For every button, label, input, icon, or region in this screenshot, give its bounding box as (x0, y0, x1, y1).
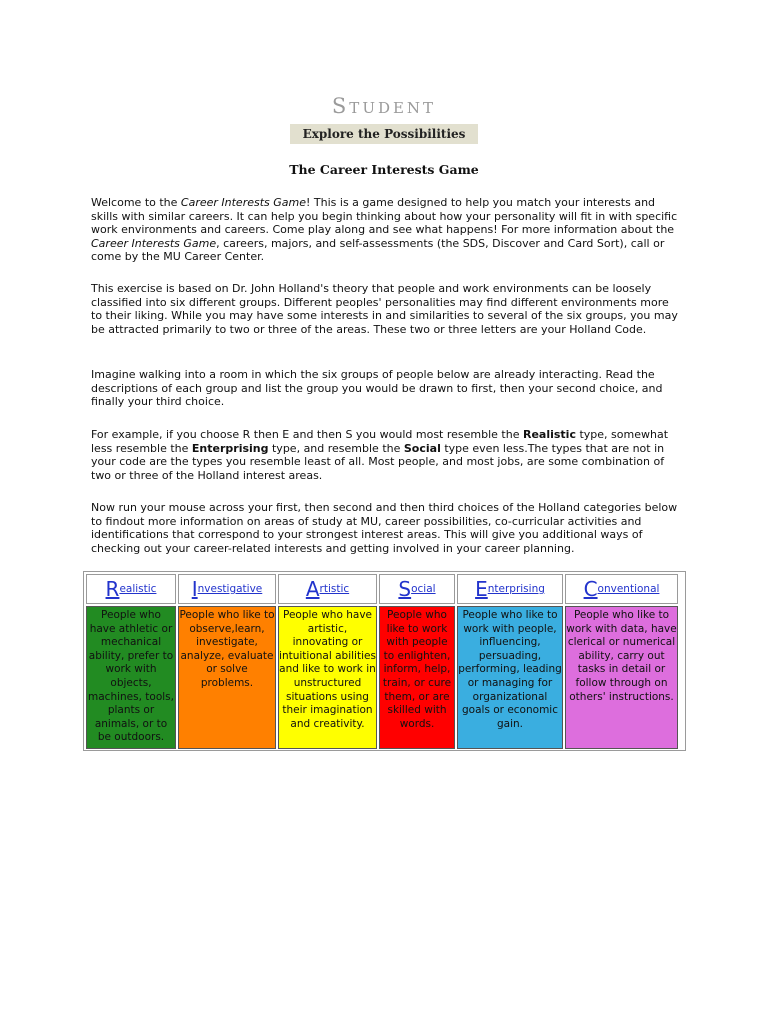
enterprising-description: People who like to work with people, influencing, persuading, performing, leading or managing for organizational goals or economic gain. (457, 606, 563, 749)
conventional-link[interactable]: C onventional (565, 574, 678, 604)
realistic-description: People who have athletic or mechanical ability, prefer to work with objects, machines, tools, plants or animals, or to be outdoors. (86, 606, 176, 749)
social-description: People who like to work with people to enlighten, inform, help, train, or cure them, or are skilled with words. (379, 606, 455, 749)
artistic-column (278, 574, 377, 749)
investigative-column (178, 574, 276, 749)
enterprising-link[interactable]: E nterprising (457, 574, 563, 604)
explore-banner: Explore the Possibilities (290, 124, 478, 144)
investigative-link[interactable]: I nvestigative (178, 574, 276, 604)
intro-paragraph: Welcome to the Career Interests Game! This is a game designed to help you match your interests and skills with similar careers. It can help you begin thinking about how your personality will fit in with specific work environments and careers. Come play along and see what happens! For more information about the Career Interests Game, careers, majors, and self-assessments (the SDS, Discover and Card Sort), call or come by the MU Career Center. (91, 196, 678, 264)
social-link[interactable]: S ocial (379, 574, 455, 604)
realistic-link[interactable]: R ealistic (86, 574, 176, 604)
realistic-column (86, 574, 176, 749)
imagine-paragraph: Imagine walking into a room in which the six groups of people below are already interacting. Read the descriptions of each group and list the group you would be drawn to first, then your second choice, and finally your third choice. (91, 368, 663, 409)
conventional-column (565, 574, 678, 749)
holland-table (83, 571, 686, 751)
instructions-paragraph: Now run your mouse across your first, then second and then third choices of the Holland categories below to findout more information on areas of study at MU, career possibilities, co-curricular activities and identifications that correspond to your strongest interest areas. This will give you additional ways of checking out your career-related interests and getting involved in your career planning. (91, 501, 678, 555)
investigative-description: People who like to observe,learn, investigate, analyze, evaluate or solve problems. (178, 606, 276, 749)
enterprising-column (457, 574, 563, 749)
student-logo: Student (331, 94, 437, 118)
artistic-link[interactable]: A rtistic (278, 574, 377, 604)
page-title: The Career Interests Game (289, 162, 479, 177)
conventional-description: People who like to work with data, have clerical or numerical ability, carry out tasks in detail or follow through on others' instructions. (565, 606, 678, 749)
social-column (379, 574, 455, 749)
example-paragraph: For example, if you choose R then E and then S you would most resemble the Realistic type, somewhat less resemble the Enterprising type, and resemble the Social type even less.The types that are not in your code are the types you resemble least of all. Most people, and most jobs, are some combination of two or three of the Holland interest areas. (91, 428, 669, 482)
theory-paragraph: This exercise is based on Dr. John Holland's theory that people and work environments can be loosely classified into six different groups. Different peoples' personalities may find different environments more to their liking. While you may have some interests in and similarities to several of the six groups, you may be attracted primarily to two or three of the areas. These two or three letters are your Holland Code. (91, 282, 678, 336)
artistic-description: People who have artistic, innovating or intuitional abilities and like to work in unstructured situations using their imagination and creativity. (278, 606, 377, 749)
